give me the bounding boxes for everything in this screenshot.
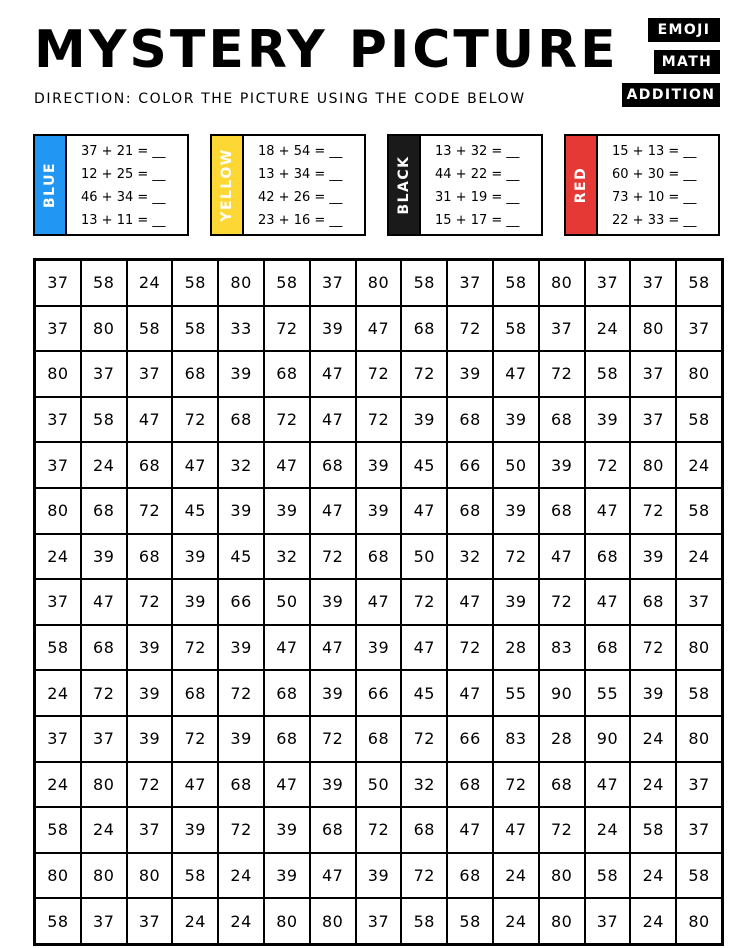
grid-cell[interactable]: 80 (676, 351, 722, 397)
color-swatch (389, 136, 419, 234)
grid-cell[interactable]: 39 (127, 716, 173, 762)
grid-cell[interactable]: 80 (539, 853, 585, 899)
color-label: RED (573, 166, 589, 204)
grid-cell[interactable]: 58 (676, 260, 722, 306)
grid-cell[interactable]: 37 (35, 579, 81, 625)
grid-row (35, 306, 723, 352)
grid-cell[interactable]: 24 (127, 260, 173, 306)
grid-cell[interactable]: 37 (630, 260, 676, 306)
grid-cell[interactable]: 72 (539, 351, 585, 397)
grid-cell[interactable]: 80 (630, 306, 676, 352)
grid-cell[interactable]: 80 (676, 625, 722, 671)
color-key-yellow (210, 134, 366, 236)
equation: 60 + 30 = __ (612, 167, 697, 182)
grid-cell[interactable]: 50 (493, 442, 539, 488)
grid-cell[interactable]: 50 (356, 762, 402, 808)
grid-cell[interactable]: 58 (447, 898, 493, 944)
grid-cell[interactable]: 32 (401, 762, 447, 808)
equation: 42 + 26 = __ (258, 190, 343, 205)
grid-cell[interactable]: 68 (356, 534, 402, 580)
grid-cell[interactable]: 68 (447, 488, 493, 534)
grid-cell[interactable]: 72 (127, 579, 173, 625)
grid-cell[interactable]: 24 (218, 853, 264, 899)
grid-cell[interactable]: 37 (127, 898, 173, 944)
grid-cell[interactable]: 80 (539, 898, 585, 944)
grid-cell[interactable]: 58 (81, 397, 127, 443)
grid-cell[interactable]: 58 (35, 625, 81, 671)
grid-cell[interactable]: 72 (401, 716, 447, 762)
equation: 73 + 10 = __ (612, 190, 697, 205)
grid-cell[interactable]: 39 (310, 670, 356, 716)
grid-cell[interactable]: 47 (127, 397, 173, 443)
grid-cell[interactable]: 72 (172, 397, 218, 443)
grid-cell[interactable]: 37 (585, 898, 631, 944)
grid-cell[interactable]: 66 (218, 579, 264, 625)
grid-cell[interactable]: 80 (356, 260, 402, 306)
grid-cell[interactable]: 72 (585, 442, 631, 488)
grid-cell[interactable]: 68 (401, 807, 447, 853)
page-title: MYSTERY PICTURE (34, 20, 619, 80)
grid-cell[interactable]: 32 (218, 442, 264, 488)
grid-cell[interactable]: 58 (676, 488, 722, 534)
grid-cell[interactable]: 37 (35, 306, 81, 352)
grid-cell[interactable]: 68 (172, 670, 218, 716)
grid-cell[interactable]: 39 (310, 762, 356, 808)
grid-cell[interactable]: 24 (630, 762, 676, 808)
grid-cell[interactable]: 47 (356, 579, 402, 625)
grid-cell[interactable]: 39 (630, 534, 676, 580)
grid-cell[interactable]: 58 (585, 351, 631, 397)
grid-cell[interactable]: 24 (630, 898, 676, 944)
color-label: BLUE (42, 161, 58, 209)
grid-cell[interactable]: 68 (585, 625, 631, 671)
grid-cell[interactable]: 47 (356, 306, 402, 352)
grid-row (35, 807, 723, 853)
grid-cell[interactable]: 68 (310, 807, 356, 853)
grid-cell[interactable]: 37 (35, 397, 81, 443)
grid-cell[interactable]: 39 (127, 625, 173, 671)
grid-row (35, 488, 723, 534)
grid-cell[interactable]: 47 (310, 351, 356, 397)
grid-cell[interactable]: 80 (81, 762, 127, 808)
equation: 31 + 19 = __ (435, 190, 520, 205)
grid-cell[interactable]: 33 (218, 306, 264, 352)
grid-cell[interactable]: 37 (676, 762, 722, 808)
grid-cell[interactable]: 37 (35, 260, 81, 306)
grid-cell[interactable]: 24 (493, 853, 539, 899)
grid-cell[interactable]: 47 (493, 351, 539, 397)
grid-cell[interactable]: 39 (493, 488, 539, 534)
equation: 23 + 16 = __ (258, 213, 343, 228)
grid-cell[interactable]: 68 (447, 853, 493, 899)
grid-cell[interactable]: 47 (81, 579, 127, 625)
grid-cell[interactable]: 39 (493, 397, 539, 443)
grid-cell[interactable]: 47 (401, 488, 447, 534)
tag-addition: ADDITION (622, 83, 720, 107)
grid-cell[interactable]: 55 (585, 670, 631, 716)
equation-list (419, 136, 541, 234)
color-swatch (212, 136, 242, 234)
grid-cell[interactable]: 50 (401, 534, 447, 580)
grid-cell[interactable]: 39 (585, 397, 631, 443)
grid-cell[interactable]: 28 (539, 716, 585, 762)
grid-cell[interactable]: 39 (356, 853, 402, 899)
grid-cell[interactable]: 45 (401, 670, 447, 716)
grid-row (35, 853, 723, 899)
grid-cell[interactable]: 37 (81, 898, 127, 944)
grid-cell[interactable]: 58 (493, 306, 539, 352)
tag-math: MATH (654, 50, 720, 74)
grid-cell[interactable]: 24 (35, 670, 81, 716)
grid-row (35, 351, 723, 397)
grid-cell[interactable]: 24 (35, 534, 81, 580)
grid-cell[interactable]: 58 (35, 898, 81, 944)
grid-cell[interactable]: 68 (127, 534, 173, 580)
grid-cell[interactable]: 58 (676, 670, 722, 716)
grid-cell[interactable]: 72 (264, 397, 310, 443)
grid-cell[interactable]: 68 (264, 716, 310, 762)
grid-cell[interactable]: 37 (539, 306, 585, 352)
color-swatch (566, 136, 596, 234)
grid-cell[interactable]: 37 (676, 306, 722, 352)
grid-cell[interactable]: 80 (81, 853, 127, 899)
grid-cell[interactable]: 37 (127, 807, 173, 853)
grid-cell[interactable]: 47 (585, 579, 631, 625)
grid-cell[interactable]: 39 (630, 670, 676, 716)
grid-cell[interactable]: 47 (447, 807, 493, 853)
grid-cell[interactable]: 50 (264, 579, 310, 625)
grid-cell[interactable]: 58 (172, 306, 218, 352)
grid-cell[interactable]: 66 (447, 716, 493, 762)
grid-cell[interactable]: 72 (127, 762, 173, 808)
grid-cell[interactable]: 68 (585, 534, 631, 580)
equation-list (596, 136, 718, 234)
grid-cell[interactable]: 32 (447, 534, 493, 580)
grid-cell[interactable]: 80 (630, 442, 676, 488)
grid-cell[interactable]: 68 (630, 579, 676, 625)
grid-cell[interactable]: 39 (356, 442, 402, 488)
grid-cell[interactable]: 39 (172, 807, 218, 853)
grid-cell[interactable]: 37 (81, 351, 127, 397)
equation-list (242, 136, 364, 234)
grid-cell[interactable]: 68 (264, 351, 310, 397)
grid-cell[interactable]: 39 (264, 807, 310, 853)
grid-cell[interactable]: 45 (401, 442, 447, 488)
grid-cell[interactable]: 72 (539, 807, 585, 853)
grid-cell[interactable]: 47 (310, 397, 356, 443)
grid-cell[interactable]: 58 (172, 260, 218, 306)
grid-cell[interactable]: 83 (493, 716, 539, 762)
grid-cell[interactable]: 72 (493, 534, 539, 580)
grid-cell[interactable]: 66 (356, 670, 402, 716)
grid-cell[interactable]: 68 (539, 488, 585, 534)
grid-cell[interactable]: 72 (218, 807, 264, 853)
grid-cell[interactable]: 47 (585, 488, 631, 534)
grid-row (35, 534, 723, 580)
grid-cell[interactable]: 24 (81, 807, 127, 853)
grid-cell[interactable]: 80 (676, 898, 722, 944)
grid-cell[interactable]: 80 (218, 260, 264, 306)
grid-row (35, 579, 723, 625)
grid-cell[interactable]: 80 (539, 260, 585, 306)
grid-cell[interactable]: 72 (356, 397, 402, 443)
grid-cell[interactable]: 68 (401, 306, 447, 352)
grid-row (35, 670, 723, 716)
grid-cell[interactable]: 58 (81, 260, 127, 306)
color-label: BLACK (396, 155, 412, 215)
grid-cell[interactable]: 58 (127, 306, 173, 352)
equation: 46 + 34 = __ (81, 190, 166, 205)
grid-cell[interactable]: 39 (172, 534, 218, 580)
equation: 13 + 32 = __ (435, 144, 520, 159)
grid-cell[interactable]: 72 (630, 625, 676, 671)
grid-cell[interactable]: 72 (539, 579, 585, 625)
grid-cell[interactable]: 72 (401, 351, 447, 397)
grid-cell[interactable]: 39 (218, 716, 264, 762)
grid-cell[interactable]: 80 (35, 351, 81, 397)
color-label: YELLOW (219, 148, 235, 222)
grid-cell[interactable]: 58 (172, 853, 218, 899)
grid-cell[interactable]: 80 (81, 306, 127, 352)
grid-cell[interactable]: 68 (539, 397, 585, 443)
grid-cell[interactable]: 58 (585, 853, 631, 899)
grid-cell[interactable]: 39 (264, 853, 310, 899)
grid-cell[interactable]: 39 (218, 488, 264, 534)
grid-cell[interactable]: 80 (127, 853, 173, 899)
grid-cell[interactable]: 39 (310, 306, 356, 352)
grid-cell[interactable]: 37 (447, 260, 493, 306)
grid-cell[interactable]: 58 (676, 853, 722, 899)
grid-row (35, 898, 723, 944)
grid-cell[interactable]: 47 (493, 807, 539, 853)
grid-cell[interactable]: 37 (630, 397, 676, 443)
grid-cell[interactable]: 72 (447, 625, 493, 671)
grid-cell[interactable]: 47 (172, 762, 218, 808)
grid-cell[interactable]: 24 (493, 898, 539, 944)
equation: 22 + 33 = __ (612, 213, 697, 228)
equation: 37 + 21 = __ (81, 144, 166, 159)
grid-cell[interactable]: 39 (401, 397, 447, 443)
grid-cell[interactable]: 24 (35, 762, 81, 808)
grid-cell[interactable]: 37 (310, 260, 356, 306)
grid-cell[interactable]: 72 (81, 670, 127, 716)
equation: 15 + 13 = __ (612, 144, 697, 159)
grid-cell[interactable]: 45 (218, 534, 264, 580)
grid-cell[interactable]: 39 (264, 488, 310, 534)
grid-cell[interactable]: 72 (493, 762, 539, 808)
grid-row (35, 260, 723, 306)
grid-cell[interactable]: 39 (218, 351, 264, 397)
grid-cell[interactable]: 37 (127, 351, 173, 397)
color-swatch (35, 136, 65, 234)
grid-cell[interactable]: 55 (493, 670, 539, 716)
grid-cell[interactable]: 68 (172, 351, 218, 397)
grid-cell[interactable]: 39 (81, 534, 127, 580)
grid-cell[interactable]: 58 (401, 260, 447, 306)
grid-cell[interactable]: 68 (264, 670, 310, 716)
grid-cell[interactable]: 90 (539, 670, 585, 716)
grid-cell[interactable]: 37 (585, 260, 631, 306)
color-key-blue (33, 134, 189, 236)
grid-cell[interactable]: 37 (676, 807, 722, 853)
grid-cell[interactable]: 80 (35, 853, 81, 899)
grid-cell[interactable]: 68 (310, 442, 356, 488)
grid-cell[interactable]: 72 (356, 351, 402, 397)
grid-cell[interactable]: 68 (539, 762, 585, 808)
grid-cell[interactable]: 80 (676, 716, 722, 762)
grid-cell[interactable]: 39 (356, 488, 402, 534)
grid-cell[interactable]: 24 (172, 898, 218, 944)
equation: 15 + 17 = __ (435, 213, 520, 228)
grid-cell[interactable]: 47 (401, 625, 447, 671)
grid-cell[interactable]: 24 (218, 898, 264, 944)
grid-cell[interactable]: 58 (35, 807, 81, 853)
color-key-red (564, 134, 720, 236)
grid-cell[interactable]: 37 (630, 351, 676, 397)
grid-cell[interactable]: 47 (264, 442, 310, 488)
grid-cell[interactable]: 58 (630, 807, 676, 853)
grid-cell[interactable]: 39 (172, 579, 218, 625)
grid-cell[interactable]: 24 (676, 442, 722, 488)
grid-cell[interactable]: 72 (127, 488, 173, 534)
mystery-grid (33, 258, 724, 946)
grid-cell[interactable]: 72 (356, 807, 402, 853)
grid-cell[interactable]: 72 (172, 716, 218, 762)
grid-cell[interactable]: 37 (81, 716, 127, 762)
grid-row (35, 397, 723, 443)
grid-cell[interactable]: 72 (401, 579, 447, 625)
grid-cell[interactable]: 47 (264, 762, 310, 808)
grid-cell[interactable]: 68 (218, 397, 264, 443)
grid-cell[interactable]: 72 (264, 306, 310, 352)
grid-cell[interactable]: 32 (264, 534, 310, 580)
grid-row (35, 625, 723, 671)
grid-cell[interactable]: 37 (356, 898, 402, 944)
grid-row (35, 716, 723, 762)
grid-cell[interactable]: 39 (310, 579, 356, 625)
grid-cell[interactable]: 47 (447, 579, 493, 625)
grid-cell[interactable]: 80 (264, 898, 310, 944)
equation: 13 + 34 = __ (258, 167, 343, 182)
equation: 12 + 25 = __ (81, 167, 166, 182)
grid-cell[interactable]: 37 (35, 442, 81, 488)
grid-cell[interactable]: 37 (676, 579, 722, 625)
grid-cell[interactable]: 39 (127, 670, 173, 716)
grid-cell[interactable]: 68 (447, 397, 493, 443)
grid-cell[interactable]: 24 (585, 306, 631, 352)
grid-cell[interactable]: 68 (356, 716, 402, 762)
grid-cell[interactable]: 83 (539, 625, 585, 671)
grid-cell[interactable]: 47 (539, 534, 585, 580)
grid-row (35, 762, 723, 808)
grid-cell[interactable]: 72 (310, 716, 356, 762)
grid-cell[interactable]: 39 (218, 625, 264, 671)
grid-cell[interactable]: 72 (172, 625, 218, 671)
grid-cell[interactable]: 24 (585, 807, 631, 853)
grid-cell[interactable]: 68 (81, 625, 127, 671)
grid-cell[interactable]: 90 (585, 716, 631, 762)
grid-cell[interactable]: 68 (127, 442, 173, 488)
grid-cell[interactable]: 58 (676, 397, 722, 443)
grid-cell[interactable]: 68 (447, 762, 493, 808)
equation: 18 + 54 = __ (258, 144, 343, 159)
grid-cell[interactable]: 39 (356, 625, 402, 671)
grid-cell[interactable]: 39 (539, 442, 585, 488)
grid-cell[interactable]: 47 (310, 625, 356, 671)
direction-text: DIRECTION: COLOR THE PICTURE USING THE CODE BELOW (34, 91, 526, 107)
grid-cell[interactable]: 80 (35, 488, 81, 534)
grid-cell[interactable]: 72 (401, 853, 447, 899)
color-key-black (387, 134, 543, 236)
equation: 13 + 11 = __ (81, 213, 166, 228)
equation-list (65, 136, 187, 234)
grid-cell[interactable]: 80 (310, 898, 356, 944)
grid-cell[interactable]: 47 (310, 488, 356, 534)
equation: 44 + 22 = __ (435, 167, 520, 182)
grid-cell[interactable]: 39 (447, 351, 493, 397)
grid-cell[interactable]: 37 (35, 716, 81, 762)
grid-cell[interactable]: 47 (264, 625, 310, 671)
grid-cell[interactable]: 58 (264, 260, 310, 306)
grid-cell[interactable]: 58 (493, 260, 539, 306)
grid-cell[interactable]: 39 (493, 579, 539, 625)
grid-cell[interactable]: 47 (310, 853, 356, 899)
grid-cell[interactable]: 68 (81, 488, 127, 534)
grid-cell[interactable]: 72 (310, 534, 356, 580)
grid-cell[interactable]: 68 (218, 762, 264, 808)
grid-cell[interactable]: 47 (172, 442, 218, 488)
grid-cell[interactable]: 72 (630, 488, 676, 534)
tag-emoji: EMOJI (648, 18, 720, 42)
grid-cell[interactable]: 24 (630, 716, 676, 762)
grid-cell[interactable]: 72 (447, 306, 493, 352)
grid-cell[interactable]: 24 (81, 442, 127, 488)
grid-cell[interactable]: 72 (218, 670, 264, 716)
grid-cell[interactable]: 45 (172, 488, 218, 534)
grid-cell[interactable]: 24 (630, 853, 676, 899)
grid-cell[interactable]: 66 (447, 442, 493, 488)
grid-cell[interactable]: 28 (493, 625, 539, 671)
grid-cell[interactable]: 58 (401, 898, 447, 944)
grid-row (35, 442, 723, 488)
grid-cell[interactable]: 47 (585, 762, 631, 808)
grid-cell[interactable]: 47 (447, 670, 493, 716)
grid-cell[interactable]: 24 (676, 534, 722, 580)
